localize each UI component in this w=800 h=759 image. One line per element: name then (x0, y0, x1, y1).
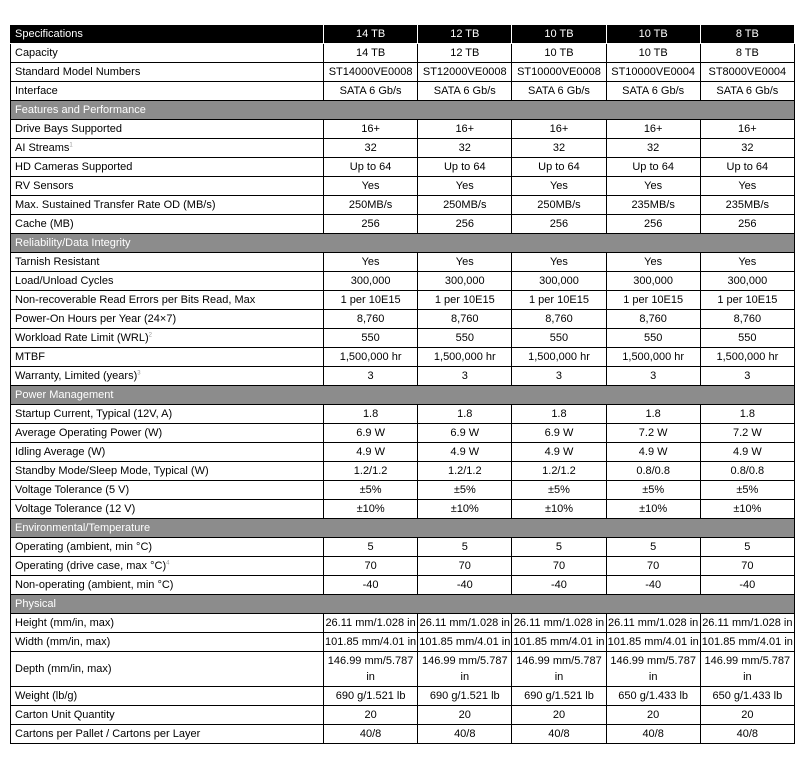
value-cell: 1.8 (700, 405, 794, 424)
table-row (11, 253, 795, 272)
row-label-cell (11, 310, 324, 329)
value-cell: 300,000 (700, 272, 794, 291)
row-label: AI Streams (15, 142, 70, 154)
value-cell: SATA 6 Gb/s (606, 82, 700, 101)
value-cell: 550 (512, 329, 606, 348)
value-cell: 690 g/1.521 lb (324, 687, 418, 706)
table-row (11, 272, 795, 291)
value-cell: 101.85 mm/4.01 in (324, 633, 418, 652)
table-row (11, 462, 795, 481)
value-cell: 101.85 mm/4.01 in (512, 633, 606, 652)
value-cell: 4.9 W (324, 443, 418, 462)
value-cell: 550 (606, 329, 700, 348)
value-cell: 70 (700, 557, 794, 576)
section-header-row (11, 101, 795, 120)
value-cell: 40/8 (512, 725, 606, 744)
header-column: 14 TB (324, 25, 418, 44)
value-cell: 1,500,000 hr (418, 348, 512, 367)
value-cell: 4.9 W (418, 443, 512, 462)
value-cell: -40 (512, 576, 606, 595)
value-cell: 3 (324, 367, 418, 386)
value-cell: 101.85 mm/4.01 in (700, 633, 794, 652)
value-cell: 1 per 10E15 (512, 291, 606, 310)
value-cell: 5 (512, 538, 606, 557)
row-label-cell (11, 196, 324, 215)
table-row (11, 576, 795, 595)
value-cell: 8,760 (700, 310, 794, 329)
value-cell: 146.99 mm/5.787 in (606, 652, 700, 687)
value-cell: 26.11 mm/1.028 in (700, 614, 794, 633)
table-row (11, 120, 795, 139)
value-cell: 16+ (324, 120, 418, 139)
row-label: Cartons per Pallet / Cartons per Layer (15, 728, 201, 740)
row-label-cell (11, 120, 324, 139)
value-cell: 8,760 (606, 310, 700, 329)
row-label: Warranty, Limited (years) (15, 370, 138, 382)
value-cell: 1.2/1.2 (324, 462, 418, 481)
value-cell: 20 (418, 706, 512, 725)
header-row (11, 25, 795, 44)
section-title: Environmental/Temperature (11, 519, 795, 538)
value-cell: ±10% (700, 500, 794, 519)
row-label-cell (11, 272, 324, 291)
row-label: Depth (mm/in, max) (15, 663, 112, 675)
row-label-cell (11, 538, 324, 557)
value-cell: SATA 6 Gb/s (512, 82, 606, 101)
value-cell: 70 (418, 557, 512, 576)
value-cell: 5 (324, 538, 418, 557)
row-label: Standard Model Numbers (15, 66, 141, 78)
table-row (11, 215, 795, 234)
table-row (11, 329, 795, 348)
row-label: Average Operating Power (W) (15, 427, 163, 439)
table-row (11, 500, 795, 519)
table-row (11, 196, 795, 215)
row-label-cell (11, 633, 324, 652)
value-cell: 101.85 mm/4.01 in (606, 633, 700, 652)
value-cell: 1,500,000 hr (606, 348, 700, 367)
row-label: Interface (15, 85, 58, 97)
value-cell: 10 TB (606, 44, 700, 63)
value-cell: 300,000 (324, 272, 418, 291)
value-cell: 3 (606, 367, 700, 386)
section-header-row (11, 595, 795, 614)
value-cell: ±5% (606, 481, 700, 500)
value-cell: Yes (512, 253, 606, 272)
value-cell: 70 (606, 557, 700, 576)
row-label: Operating (ambient, min °C) (15, 541, 153, 553)
section-title: Features and Performance (11, 101, 795, 120)
row-label-cell (11, 725, 324, 744)
value-cell: ±10% (606, 500, 700, 519)
row-label-cell (11, 443, 324, 462)
table-row (11, 405, 795, 424)
section-header-row (11, 386, 795, 405)
row-label-cell (11, 44, 324, 63)
value-cell: 250MB/s (418, 196, 512, 215)
value-cell: 300,000 (606, 272, 700, 291)
row-label-cell (11, 348, 324, 367)
table-row (11, 706, 795, 725)
row-label: RV Sensors (15, 180, 74, 192)
value-cell: ST14000VE0008 (324, 63, 418, 82)
value-cell: 20 (606, 706, 700, 725)
row-label-cell (11, 367, 324, 386)
value-cell: 4.9 W (512, 443, 606, 462)
value-cell: 146.99 mm/5.787 in (418, 652, 512, 687)
row-label: Width (mm/in, max) (15, 636, 111, 648)
value-cell: 70 (324, 557, 418, 576)
row-label: Startup Current, Typical (12V, A) (15, 408, 173, 420)
row-label: Weight (lb/g) (15, 690, 78, 702)
value-cell: 32 (700, 139, 794, 158)
value-cell: 3 (700, 367, 794, 386)
row-label: Load/Unload Cycles (15, 275, 114, 287)
table-row (11, 82, 795, 101)
value-cell: 1 per 10E15 (606, 291, 700, 310)
row-label: Voltage Tolerance (5 V) (15, 484, 130, 496)
section-header-row (11, 234, 795, 253)
header-column: 8 TB (700, 25, 794, 44)
value-cell: Yes (324, 177, 418, 196)
row-label-cell (11, 82, 324, 101)
value-cell: Yes (606, 253, 700, 272)
spec-table-container (10, 24, 794, 744)
value-cell: 1,500,000 hr (324, 348, 418, 367)
value-cell: 5 (418, 538, 512, 557)
value-cell: 1 per 10E15 (418, 291, 512, 310)
value-cell: 1.8 (418, 405, 512, 424)
value-cell: ±5% (324, 481, 418, 500)
value-cell: Yes (324, 253, 418, 272)
value-cell: 8,760 (324, 310, 418, 329)
value-cell: 70 (512, 557, 606, 576)
value-cell: 6.9 W (512, 424, 606, 443)
value-cell: 40/8 (418, 725, 512, 744)
value-cell: 8,760 (418, 310, 512, 329)
row-label: Capacity (15, 47, 58, 59)
value-cell: Up to 64 (324, 158, 418, 177)
row-label: Power-On Hours per Year (24×7) (15, 313, 177, 325)
table-row (11, 652, 795, 687)
table-row (11, 291, 795, 310)
value-cell: ±5% (418, 481, 512, 500)
table-row (11, 348, 795, 367)
value-cell: 101.85 mm/4.01 in (418, 633, 512, 652)
row-label-cell (11, 557, 324, 576)
row-label-cell (11, 424, 324, 443)
value-cell: 650 g/1.433 lb (700, 687, 794, 706)
row-label: Idling Average (W) (15, 446, 106, 458)
table-row (11, 310, 795, 329)
row-label: Voltage Tolerance (12 V) (15, 503, 136, 515)
value-cell: 235MB/s (606, 196, 700, 215)
value-cell: 32 (418, 139, 512, 158)
row-label-cell (11, 291, 324, 310)
value-cell: 8 TB (700, 44, 794, 63)
row-label: Cache (MB) (15, 218, 74, 230)
table-row (11, 158, 795, 177)
value-cell: 10 TB (512, 44, 606, 63)
footnote-marker: 3 (137, 370, 141, 377)
value-cell: 16+ (418, 120, 512, 139)
value-cell: 250MB/s (512, 196, 606, 215)
table-row (11, 538, 795, 557)
value-cell: Up to 64 (512, 158, 606, 177)
value-cell: 146.99 mm/5.787 in (512, 652, 606, 687)
value-cell: 235MB/s (700, 196, 794, 215)
value-cell: SATA 6 Gb/s (418, 82, 512, 101)
value-cell: 7.2 W (700, 424, 794, 443)
value-cell: ±5% (700, 481, 794, 500)
value-cell: ST10000VE0004 (606, 63, 700, 82)
row-label-cell (11, 177, 324, 196)
value-cell: 256 (418, 215, 512, 234)
value-cell: 20 (700, 706, 794, 725)
value-cell: 16+ (700, 120, 794, 139)
value-cell: 26.11 mm/1.028 in (606, 614, 700, 633)
value-cell: 650 g/1.433 lb (606, 687, 700, 706)
value-cell: 0.8/0.8 (606, 462, 700, 481)
row-label: Tarnish Resistant (15, 256, 100, 268)
value-cell: 256 (700, 215, 794, 234)
value-cell: 1,500,000 hr (700, 348, 794, 367)
value-cell: 12 TB (418, 44, 512, 63)
table-row (11, 687, 795, 706)
row-label: HD Cameras Supported (15, 161, 133, 173)
value-cell: 1.2/1.2 (418, 462, 512, 481)
value-cell: ST10000VE0008 (512, 63, 606, 82)
value-cell: Yes (700, 253, 794, 272)
value-cell: 3 (418, 367, 512, 386)
value-cell: Yes (418, 253, 512, 272)
header-label: Specifications (11, 25, 324, 44)
value-cell: 256 (324, 215, 418, 234)
value-cell: ±10% (324, 500, 418, 519)
section-title: Reliability/Data Integrity (11, 234, 795, 253)
value-cell: 3 (512, 367, 606, 386)
row-label: Max. Sustained Transfer Rate OD (MB/s) (15, 199, 216, 211)
row-label-cell (11, 158, 324, 177)
row-label-cell (11, 462, 324, 481)
row-label-cell (11, 215, 324, 234)
value-cell: 1.8 (512, 405, 606, 424)
value-cell: 6.9 W (324, 424, 418, 443)
value-cell: 550 (324, 329, 418, 348)
row-label-cell (11, 614, 324, 633)
value-cell: 26.11 mm/1.028 in (512, 614, 606, 633)
value-cell: ±10% (512, 500, 606, 519)
row-label: Workload Rate Limit (WRL) (15, 332, 149, 344)
value-cell: 256 (606, 215, 700, 234)
value-cell: -40 (606, 576, 700, 595)
value-cell: 300,000 (512, 272, 606, 291)
footnote-marker: 4 (166, 560, 170, 567)
value-cell: 26.11 mm/1.028 in (418, 614, 512, 633)
value-cell: 300,000 (418, 272, 512, 291)
value-cell: Yes (512, 177, 606, 196)
table-row (11, 44, 795, 63)
value-cell: 32 (606, 139, 700, 158)
value-cell: Up to 64 (606, 158, 700, 177)
value-cell: Yes (606, 177, 700, 196)
row-label: MTBF (15, 351, 45, 363)
value-cell: Up to 64 (700, 158, 794, 177)
value-cell: 32 (324, 139, 418, 158)
row-label: Operating (drive case, max °C) (15, 560, 167, 572)
row-label-cell (11, 253, 324, 272)
value-cell: 20 (324, 706, 418, 725)
row-label-cell (11, 576, 324, 595)
value-cell: -40 (418, 576, 512, 595)
value-cell: 40/8 (700, 725, 794, 744)
value-cell: 4.9 W (606, 443, 700, 462)
section-title: Power Management (11, 386, 795, 405)
table-row (11, 725, 795, 744)
row-label-cell (11, 63, 324, 82)
value-cell: 0.8/0.8 (700, 462, 794, 481)
row-label-cell (11, 687, 324, 706)
value-cell: 16+ (606, 120, 700, 139)
row-label-cell (11, 405, 324, 424)
value-cell: Yes (418, 177, 512, 196)
value-cell: SATA 6 Gb/s (700, 82, 794, 101)
value-cell: 1.8 (324, 405, 418, 424)
value-cell: SATA 6 Gb/s (324, 82, 418, 101)
table-row (11, 633, 795, 652)
value-cell: ±5% (512, 481, 606, 500)
row-label-cell (11, 706, 324, 725)
row-label-cell (11, 329, 324, 348)
table-row (11, 367, 795, 386)
footnote-marker: 1 (69, 142, 73, 149)
table-row (11, 481, 795, 500)
value-cell: 1 per 10E15 (700, 291, 794, 310)
value-cell: ST8000VE0004 (700, 63, 794, 82)
row-label: Carton Unit Quantity (15, 709, 115, 721)
value-cell: 16+ (512, 120, 606, 139)
row-label: Height (mm/in, max) (15, 617, 115, 629)
value-cell: Yes (700, 177, 794, 196)
value-cell: 146.99 mm/5.787 in (324, 652, 418, 687)
value-cell: 550 (700, 329, 794, 348)
value-cell: 250MB/s (324, 196, 418, 215)
row-label: Standby Mode/Sleep Mode, Typical (W) (15, 465, 209, 477)
value-cell: 5 (700, 538, 794, 557)
value-cell: 40/8 (324, 725, 418, 744)
value-cell: 256 (512, 215, 606, 234)
value-cell: 1.8 (606, 405, 700, 424)
value-cell: 26.11 mm/1.028 in (324, 614, 418, 633)
table-row (11, 443, 795, 462)
value-cell: Up to 64 (418, 158, 512, 177)
header-column: 10 TB (606, 25, 700, 44)
value-cell: 1.2/1.2 (512, 462, 606, 481)
value-cell: ±10% (418, 500, 512, 519)
value-cell: 4.9 W (700, 443, 794, 462)
row-label: Non-recoverable Read Errors per Bits Read, Max (15, 294, 256, 306)
spec-table-body (11, 44, 795, 744)
value-cell: 6.9 W (418, 424, 512, 443)
row-label-cell (11, 481, 324, 500)
row-label-cell (11, 500, 324, 519)
value-cell: 1 per 10E15 (324, 291, 418, 310)
section-header-row (11, 519, 795, 538)
table-row (11, 139, 795, 158)
value-cell: 32 (512, 139, 606, 158)
section-title: Physical (11, 595, 795, 614)
header-column: 10 TB (512, 25, 606, 44)
value-cell: 1,500,000 hr (512, 348, 606, 367)
value-cell: 146.99 mm/5.787 in (700, 652, 794, 687)
value-cell: 40/8 (606, 725, 700, 744)
table-row (11, 63, 795, 82)
table-row (11, 424, 795, 443)
value-cell: ST12000VE0008 (418, 63, 512, 82)
row-label-cell (11, 139, 324, 158)
value-cell: 20 (512, 706, 606, 725)
table-row (11, 177, 795, 196)
spec-table (10, 24, 795, 744)
value-cell: 690 g/1.521 lb (418, 687, 512, 706)
row-label: Non-operating (ambient, min °C) (15, 579, 174, 591)
value-cell: -40 (700, 576, 794, 595)
value-cell: 14 TB (324, 44, 418, 63)
footnote-marker: 2 (148, 332, 153, 339)
header-column: 12 TB (418, 25, 512, 44)
value-cell: -40 (324, 576, 418, 595)
table-row (11, 557, 795, 576)
row-label-cell (11, 652, 324, 687)
value-cell: 8,760 (512, 310, 606, 329)
value-cell: 690 g/1.521 lb (512, 687, 606, 706)
table-row (11, 614, 795, 633)
row-label: Drive Bays Supported (15, 123, 122, 135)
value-cell: 7.2 W (606, 424, 700, 443)
value-cell: 5 (606, 538, 700, 557)
value-cell: 550 (418, 329, 512, 348)
